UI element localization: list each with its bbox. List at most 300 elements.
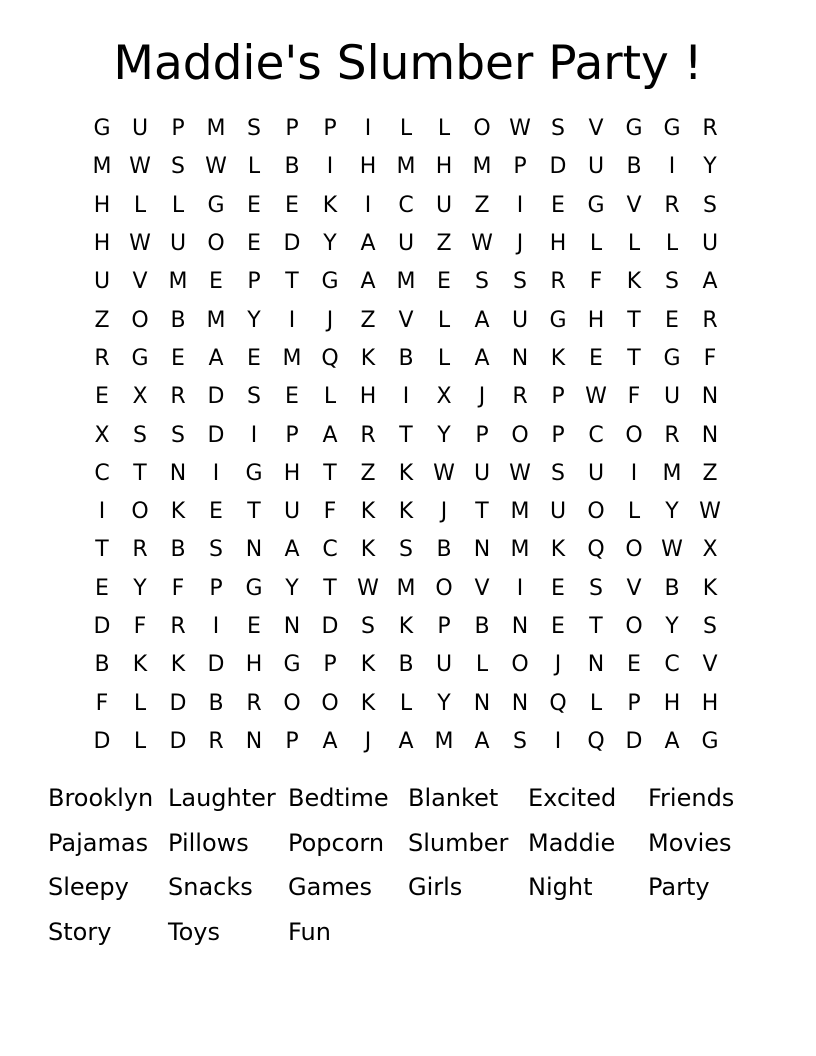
grid-letter[interactable]: B <box>436 537 452 563</box>
grid-letter[interactable]: S <box>171 422 185 448</box>
grid-letter[interactable]: L <box>589 690 603 716</box>
grid-letter[interactable]: U <box>511 307 529 333</box>
grid-letter[interactable]: U <box>587 460 605 486</box>
grid-letter[interactable]: M <box>168 269 188 295</box>
grid-letter[interactable]: W <box>357 575 379 601</box>
grid-letter[interactable]: T <box>133 460 147 486</box>
grid-letter[interactable]: O <box>283 690 301 716</box>
grid-letter[interactable]: G <box>207 192 225 218</box>
grid-letter[interactable]: E <box>437 269 451 295</box>
grid-letter[interactable]: O <box>131 499 149 525</box>
grid-letter[interactable]: I <box>364 116 372 142</box>
grid-letter[interactable]: L <box>437 307 451 333</box>
grid-letter[interactable]: C <box>664 652 680 678</box>
grid-letter[interactable]: R <box>208 728 224 754</box>
grid-letter[interactable]: I <box>516 575 524 601</box>
grid-row <box>83 301 729 339</box>
grid-letter[interactable]: T <box>285 269 299 295</box>
grid-letter[interactable]: B <box>208 690 224 716</box>
grid-letter[interactable]: I <box>668 154 676 180</box>
grid-letter[interactable]: R <box>94 345 110 371</box>
grid-letter[interactable]: N <box>511 614 529 639</box>
grid-letter[interactable]: H <box>359 384 377 410</box>
grid-letter[interactable]: S <box>551 116 565 142</box>
grid-letter[interactable]: E <box>209 499 223 525</box>
grid-letter[interactable]: Z <box>436 231 452 257</box>
grid-letter[interactable]: B <box>94 652 110 678</box>
grid-letter[interactable]: S <box>703 614 717 639</box>
grid-letter[interactable]: A <box>208 345 224 371</box>
grid-letter[interactable]: N <box>169 460 187 486</box>
grid-letter[interactable]: I <box>516 192 524 218</box>
grid-letter[interactable]: K <box>132 652 148 678</box>
grid-letter[interactable]: S <box>171 154 185 180</box>
grid-letter[interactable]: K <box>322 192 338 218</box>
grid-letter[interactable]: F <box>323 499 337 525</box>
grid-letter[interactable]: S <box>247 116 261 142</box>
grid-letter[interactable]: O <box>625 537 643 563</box>
grid-letter[interactable]: F <box>703 345 717 371</box>
grid-letter[interactable]: L <box>437 116 451 142</box>
grid-letter[interactable]: E <box>247 231 261 257</box>
grid-letter[interactable]: N <box>245 728 263 754</box>
grid-letter[interactable]: I <box>630 460 638 486</box>
grid-letter[interactable]: I <box>250 422 258 448</box>
grid-letter[interactable]: W <box>509 460 531 486</box>
grid-letter[interactable]: O <box>473 116 491 142</box>
grid-letter[interactable]: B <box>626 154 642 180</box>
grid-letter[interactable]: V <box>132 269 148 295</box>
grid-letter[interactable]: Q <box>549 690 567 716</box>
grid-letter[interactable]: M <box>510 499 530 525</box>
grid-letter[interactable]: V <box>588 116 604 142</box>
grid-letter[interactable]: S <box>551 460 565 486</box>
grid-letter[interactable]: H <box>587 307 605 333</box>
grid-letter[interactable]: N <box>511 345 529 371</box>
grid-letter[interactable]: P <box>285 116 299 142</box>
grid-letter[interactable]: J <box>364 728 372 754</box>
grid-letter[interactable]: D <box>169 728 187 754</box>
grid-letter[interactable]: D <box>93 614 111 639</box>
grid-letter[interactable]: A <box>322 728 338 754</box>
grid-letter[interactable]: W <box>129 154 151 180</box>
grid-letter[interactable]: C <box>588 422 604 448</box>
grid-letter[interactable]: W <box>661 537 683 563</box>
grid-letter[interactable]: Y <box>703 154 717 180</box>
grid-letter[interactable]: S <box>399 537 413 563</box>
grid-letter[interactable]: L <box>133 728 147 754</box>
grid-letter[interactable]: K <box>702 575 718 601</box>
grid-letter[interactable]: Y <box>133 575 147 601</box>
grid-letter[interactable]: G <box>663 345 681 371</box>
grid-letter[interactable]: N <box>587 652 605 678</box>
grid-letter[interactable]: H <box>359 154 377 180</box>
grid-letter[interactable]: A <box>398 728 414 754</box>
grid-letter[interactable]: T <box>627 307 641 333</box>
grid-letter[interactable]: A <box>702 269 718 295</box>
grid-letter[interactable]: A <box>474 728 490 754</box>
grid-letter[interactable]: E <box>551 192 565 218</box>
grid-letter[interactable]: E <box>665 307 679 333</box>
grid-letter[interactable]: B <box>664 575 680 601</box>
grid-letter[interactable]: E <box>171 345 185 371</box>
word-list-item: Movies <box>648 828 732 857</box>
grid-letter[interactable]: O <box>625 422 643 448</box>
grid-letter[interactable]: M <box>662 460 682 486</box>
grid-letter[interactable]: K <box>360 345 376 371</box>
grid-letter[interactable]: T <box>399 422 413 448</box>
grid-letter[interactable]: F <box>589 269 603 295</box>
grid-letter[interactable]: W <box>699 499 721 525</box>
grid-letter[interactable]: V <box>626 192 642 218</box>
word-list-item: Pajamas <box>48 828 149 857</box>
word-list-item: Laughter <box>168 784 276 812</box>
grid-letter[interactable]: K <box>550 537 566 563</box>
grid-letter[interactable]: M <box>282 345 302 371</box>
grid-letter[interactable]: E <box>247 345 261 371</box>
grid-letter[interactable]: O <box>511 652 529 678</box>
grid-letter[interactable]: R <box>170 614 186 639</box>
grid-letter[interactable]: P <box>285 728 299 754</box>
grid-letter[interactable]: K <box>170 499 186 525</box>
grid-letter[interactable]: B <box>170 307 186 333</box>
grid-letter[interactable]: X <box>702 537 718 563</box>
grid-letter[interactable]: P <box>323 652 337 678</box>
grid-letter[interactable]: Q <box>587 728 605 754</box>
grid-letter[interactable]: V <box>474 575 490 601</box>
grid-letter[interactable]: S <box>589 575 603 601</box>
grid-letter[interactable]: U <box>473 460 491 486</box>
grid-letter[interactable]: C <box>398 192 414 218</box>
grid-letter[interactable]: W <box>471 231 493 257</box>
grid-letter[interactable]: O <box>131 307 149 333</box>
grid-letter[interactable]: L <box>437 345 451 371</box>
grid-letter[interactable]: R <box>550 269 566 295</box>
grid-letter[interactable]: S <box>513 728 527 754</box>
grid-letter[interactable]: O <box>511 422 529 448</box>
grid-letter[interactable]: U <box>93 269 111 295</box>
grid-letter[interactable]: T <box>95 537 109 563</box>
grid-letter[interactable]: A <box>322 422 338 448</box>
grid-letter[interactable]: H <box>93 231 111 257</box>
grid-letter[interactable]: L <box>589 231 603 257</box>
grid-letter[interactable]: R <box>702 307 718 333</box>
grid-letter[interactable]: F <box>95 690 109 716</box>
grid-letter[interactable]: B <box>398 345 414 371</box>
grid-letter[interactable]: U <box>169 231 187 257</box>
grid-letter[interactable]: I <box>554 728 562 754</box>
grid-letter[interactable]: D <box>169 690 187 716</box>
grid-row <box>83 608 729 646</box>
grid-letter[interactable]: M <box>92 154 112 180</box>
grid-letter[interactable]: W <box>205 154 227 180</box>
grid-row <box>83 110 729 148</box>
grid-letter[interactable]: L <box>323 384 337 410</box>
grid-letter[interactable]: O <box>321 690 339 716</box>
grid-letter[interactable]: G <box>245 575 263 601</box>
grid-letter[interactable]: K <box>398 460 414 486</box>
grid-letter[interactable]: I <box>288 307 296 333</box>
grid-letter[interactable]: K <box>398 614 414 639</box>
grid-letter[interactable]: U <box>435 652 453 678</box>
grid-letter[interactable]: K <box>360 499 376 525</box>
grid-letter[interactable]: T <box>475 499 489 525</box>
grid-letter[interactable]: L <box>133 690 147 716</box>
grid-letter[interactable]: J <box>440 499 448 525</box>
grid-letter[interactable]: H <box>663 690 681 716</box>
grid-letter[interactable]: A <box>664 728 680 754</box>
grid-letter[interactable]: D <box>207 384 225 410</box>
grid-letter[interactable]: N <box>473 537 491 563</box>
grid-letter[interactable]: P <box>551 422 565 448</box>
grid-letter[interactable]: N <box>245 537 263 563</box>
grid-row <box>83 570 729 608</box>
grid-letter[interactable]: M <box>206 307 226 333</box>
grid-letter[interactable]: P <box>247 269 261 295</box>
grid-letter[interactable]: G <box>701 728 719 754</box>
grid-letter[interactable]: H <box>245 652 263 678</box>
grid-letter[interactable]: I <box>402 384 410 410</box>
grid-letter[interactable]: D <box>321 614 339 639</box>
grid-letter[interactable]: L <box>627 499 641 525</box>
grid-letter[interactable]: G <box>625 116 643 142</box>
grid-letter[interactable]: G <box>93 116 111 142</box>
grid-letter[interactable]: H <box>549 231 567 257</box>
grid-letter[interactable]: K <box>626 269 642 295</box>
grid-letter[interactable]: R <box>702 116 718 142</box>
grid-letter[interactable]: W <box>433 460 455 486</box>
grid-letter[interactable]: A <box>474 345 490 371</box>
grid-letter[interactable]: U <box>397 231 415 257</box>
grid-letter[interactable]: L <box>247 154 261 180</box>
grid-letter[interactable]: M <box>396 269 416 295</box>
grid-letter[interactable]: C <box>94 460 110 486</box>
grid-letter[interactable]: U <box>435 192 453 218</box>
grid-letter[interactable]: W <box>509 116 531 142</box>
grid-letter[interactable]: I <box>212 460 220 486</box>
grid-letter[interactable]: D <box>283 231 301 257</box>
grid-letter[interactable]: O <box>207 231 225 257</box>
grid-letter[interactable]: N <box>473 690 491 716</box>
grid-letter[interactable]: G <box>245 460 263 486</box>
grid-letter[interactable]: H <box>435 154 453 180</box>
grid-letter[interactable]: S <box>133 422 147 448</box>
grid-letter[interactable]: Q <box>321 345 339 371</box>
grid-letter[interactable]: Y <box>665 614 679 639</box>
grid-letter[interactable]: S <box>209 537 223 563</box>
grid-letter[interactable]: V <box>626 575 642 601</box>
grid-letter[interactable]: D <box>625 728 643 754</box>
grid-letter[interactable]: D <box>549 154 567 180</box>
grid-letter[interactable]: Y <box>323 231 337 257</box>
word-list-item: Snacks <box>168 873 253 902</box>
grid-letter[interactable]: D <box>207 422 225 448</box>
grid-letter[interactable]: Z <box>702 460 718 486</box>
grid-letter[interactable]: E <box>95 384 109 410</box>
grid-letter[interactable]: R <box>132 537 148 563</box>
grid-letter[interactable]: D <box>93 728 111 754</box>
grid-letter[interactable]: Z <box>94 307 110 333</box>
grid-letter[interactable]: N <box>701 422 719 448</box>
grid-letter[interactable]: E <box>209 269 223 295</box>
grid-letter[interactable]: R <box>170 384 186 410</box>
grid-letter[interactable]: S <box>247 384 261 410</box>
grid-letter[interactable]: Y <box>247 307 261 333</box>
grid-letter[interactable]: E <box>247 192 261 218</box>
grid-letter[interactable]: U <box>701 231 719 257</box>
grid-letter[interactable]: E <box>285 192 299 218</box>
grid-letter[interactable]: B <box>398 652 414 678</box>
grid-letter[interactable]: B <box>474 614 490 639</box>
grid-letter[interactable]: F <box>627 384 641 410</box>
grid-letter[interactable]: E <box>551 575 565 601</box>
word-list <box>48 778 768 957</box>
grid-letter[interactable]: E <box>95 575 109 601</box>
grid-letter[interactable]: F <box>171 575 185 601</box>
grid-letter[interactable]: K <box>360 652 376 678</box>
grid-letter[interactable]: D <box>207 652 225 678</box>
grid-letter[interactable]: E <box>551 614 565 639</box>
grid-letter[interactable]: I <box>364 192 372 218</box>
grid-letter[interactable]: L <box>627 231 641 257</box>
grid-letter[interactable]: U <box>549 499 567 525</box>
grid-letter[interactable]: N <box>511 690 529 716</box>
grid-letter[interactable]: X <box>132 384 148 410</box>
grid-letter[interactable]: R <box>246 690 262 716</box>
grid-letter[interactable]: X <box>436 384 452 410</box>
grid-letter[interactable]: O <box>435 575 453 601</box>
grid-letter[interactable]: P <box>171 116 185 142</box>
grid-letter[interactable]: Z <box>360 460 376 486</box>
grid-letter[interactable]: Y <box>665 499 679 525</box>
grid-letter[interactable]: K <box>360 690 376 716</box>
grid-letter[interactable]: W <box>129 231 151 257</box>
grid-row <box>83 225 729 263</box>
grid-letter[interactable]: E <box>247 614 261 639</box>
grid-letter[interactable]: J <box>326 307 334 333</box>
grid-letter[interactable]: V <box>702 652 718 678</box>
grid-letter[interactable]: J <box>478 384 486 410</box>
grid-letter[interactable]: P <box>513 154 527 180</box>
grid-letter[interactable]: M <box>472 154 492 180</box>
grid-letter[interactable]: A <box>360 269 376 295</box>
grid-letter[interactable]: R <box>360 422 376 448</box>
grid-letter[interactable]: S <box>703 192 717 218</box>
grid-letter[interactable]: P <box>627 690 641 716</box>
grid-letter[interactable]: Y <box>437 690 451 716</box>
grid-letter[interactable]: R <box>664 422 680 448</box>
grid-letter[interactable]: Z <box>360 307 376 333</box>
grid-letter[interactable]: L <box>399 116 413 142</box>
grid-letter[interactable]: E <box>285 384 299 410</box>
grid-letter[interactable]: E <box>627 652 641 678</box>
grid-letter[interactable]: L <box>133 192 147 218</box>
grid-letter[interactable]: T <box>323 575 337 601</box>
grid-letter[interactable]: O <box>625 614 643 639</box>
grid-letter[interactable]: H <box>701 690 719 716</box>
grid-letter[interactable]: B <box>170 537 186 563</box>
grid-letter[interactable]: H <box>283 460 301 486</box>
grid-letter[interactable]: K <box>360 537 376 563</box>
grid-letter[interactable]: G <box>283 652 301 678</box>
grid-letter[interactable]: A <box>284 537 300 563</box>
grid-letter[interactable]: L <box>665 231 679 257</box>
grid-letter[interactable]: M <box>396 575 416 601</box>
grid-letter[interactable]: M <box>434 728 454 754</box>
grid-letter[interactable]: F <box>133 614 147 639</box>
grid-letter[interactable]: S <box>361 614 375 639</box>
grid-letter[interactable]: M <box>510 537 530 563</box>
grid-letter[interactable]: P <box>209 575 223 601</box>
grid-letter[interactable]: Q <box>587 537 605 563</box>
grid-letter[interactable]: U <box>131 116 149 142</box>
grid-letter[interactable]: K <box>550 345 566 371</box>
grid-letter[interactable]: G <box>321 269 339 295</box>
grid-letter[interactable]: Z <box>474 192 490 218</box>
grid-letter[interactable]: L <box>399 690 413 716</box>
grid-row <box>83 263 729 301</box>
grid-letter[interactable]: P <box>475 422 489 448</box>
grid-letter[interactable]: Y <box>285 575 299 601</box>
grid-letter[interactable]: T <box>323 460 337 486</box>
grid-letter[interactable]: L <box>475 652 489 678</box>
grid-letter[interactable]: M <box>396 154 416 180</box>
grid-letter[interactable]: N <box>701 384 719 410</box>
grid-letter[interactable]: T <box>247 499 261 525</box>
grid-letter[interactable]: W <box>585 384 607 410</box>
grid-letter[interactable]: M <box>206 116 226 142</box>
grid-letter[interactable]: K <box>398 499 414 525</box>
grid-letter[interactable]: T <box>627 345 641 371</box>
grid-letter[interactable]: S <box>475 269 489 295</box>
grid-letter[interactable]: R <box>664 192 680 218</box>
grid-letter[interactable]: S <box>513 269 527 295</box>
grid-letter[interactable]: N <box>283 614 301 639</box>
grid-letter[interactable]: R <box>512 384 528 410</box>
grid-letter[interactable]: U <box>283 499 301 525</box>
grid-letter[interactable]: G <box>131 345 149 371</box>
grid-letter[interactable]: O <box>587 499 605 525</box>
grid-letter[interactable]: I <box>98 499 106 525</box>
grid-letter[interactable]: T <box>589 614 603 639</box>
grid-letter[interactable]: H <box>93 192 111 218</box>
grid-letter[interactable]: X <box>94 422 110 448</box>
grid-letter[interactable]: I <box>212 614 220 639</box>
grid-letter[interactable]: I <box>326 154 334 180</box>
grid-letter[interactable]: J <box>516 231 524 257</box>
grid-letter[interactable]: G <box>587 192 605 218</box>
grid-letter[interactable]: P <box>285 422 299 448</box>
grid-letter[interactable]: U <box>587 154 605 180</box>
grid-letter[interactable]: J <box>554 652 562 678</box>
grid-letter[interactable]: P <box>323 116 337 142</box>
grid-letter[interactable]: E <box>589 345 603 371</box>
grid-letter[interactable]: U <box>663 384 681 410</box>
grid-letter[interactable]: P <box>437 614 451 639</box>
grid-letter[interactable]: L <box>171 192 185 218</box>
grid-letter[interactable]: S <box>665 269 679 295</box>
grid-letter[interactable]: B <box>284 154 300 180</box>
grid-letter[interactable]: G <box>549 307 567 333</box>
grid-letter[interactable]: C <box>322 537 338 563</box>
grid-letter[interactable]: A <box>360 231 376 257</box>
grid-letter[interactable]: V <box>398 307 414 333</box>
grid-letter[interactable]: Y <box>437 422 451 448</box>
grid-letter[interactable]: G <box>663 116 681 142</box>
grid-letter[interactable]: A <box>474 307 490 333</box>
grid-letter[interactable]: K <box>170 652 186 678</box>
grid-letter[interactable]: P <box>551 384 565 410</box>
